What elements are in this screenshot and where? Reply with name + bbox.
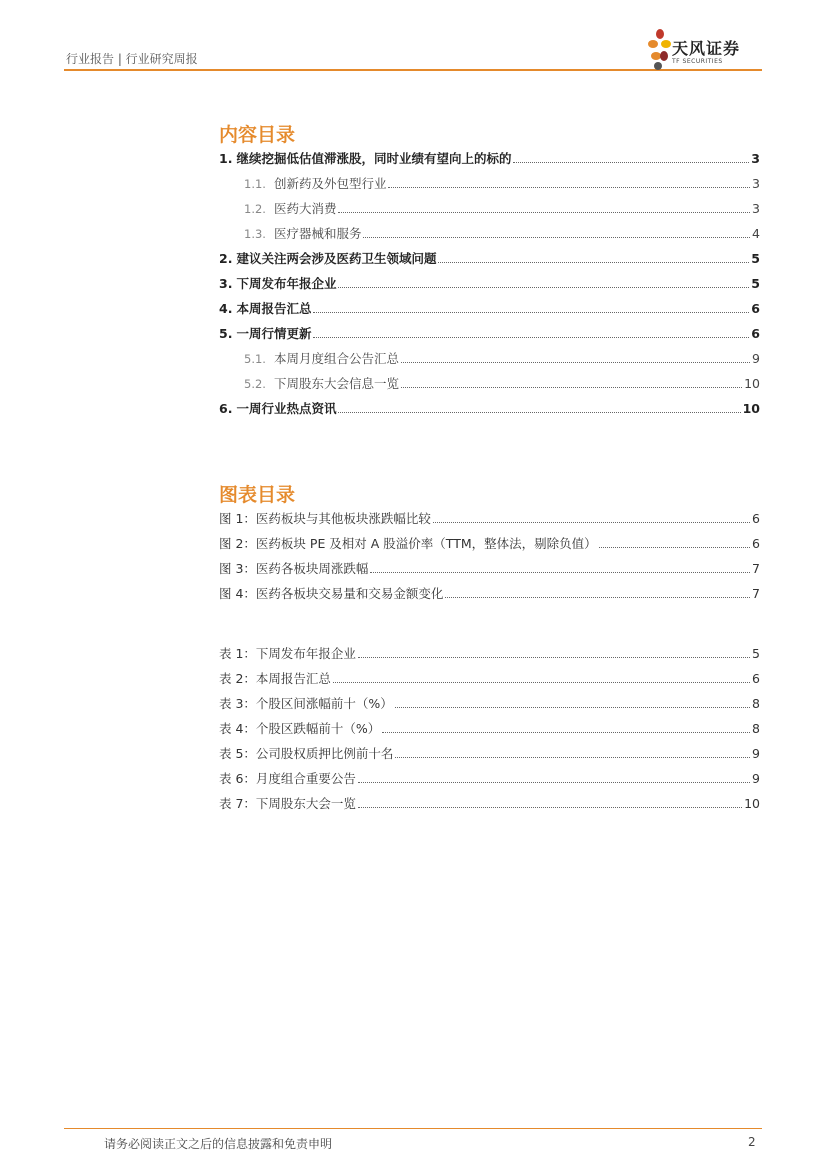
- toc-entry-page: 7: [752, 586, 760, 601]
- toc-entry-label: 创新药及外包型行业: [273, 176, 387, 191]
- toc-entry-label: 表 3：个股区间涨幅前十（%）: [219, 696, 393, 711]
- toc-leader-dots: [401, 386, 742, 388]
- toc-leader-dots: [370, 571, 750, 573]
- toc-leader-dots: [313, 311, 749, 313]
- logo-subtitle: TF SECURITIES: [672, 58, 723, 65]
- toc-leader-dots: [358, 656, 750, 658]
- toc-entry-page: 5: [752, 646, 760, 661]
- toc-entry-label: 本周月度组合公告汇总: [273, 351, 399, 366]
- toc-leader-dots: [338, 411, 740, 413]
- toc-entry-label: 表 1：下周发布年报企业: [219, 646, 356, 661]
- toc-entry-page: 6: [751, 301, 760, 316]
- toc-entry-number: 1.3.: [244, 227, 266, 241]
- toc-entry-label: 医药大消费: [273, 201, 337, 216]
- toc-entry-number: 5.1.: [244, 352, 266, 366]
- toc-entry[interactable]: [219, 201, 760, 217]
- toc-leader-dots: [388, 186, 750, 188]
- toc-entry-number: 1.: [219, 151, 233, 166]
- toc-leader-dots: [313, 336, 749, 338]
- toc-entry[interactable]: [219, 746, 760, 762]
- toc-leader-dots: [333, 681, 750, 683]
- toc-entry-label: 本周报告汇总: [236, 301, 312, 316]
- toc-entry-page: 7: [752, 561, 760, 576]
- toc-entry-number: 6.: [219, 401, 233, 416]
- toc-entry-page: 10: [742, 401, 760, 416]
- toc-entry-page: 6: [751, 326, 760, 341]
- toc-entry-label: 建议关注两会涉及医药卫生领域问题: [236, 251, 437, 266]
- toc-entry[interactable]: [219, 671, 760, 687]
- toc-leader-dots: [401, 361, 750, 363]
- toc-leader-dots: [395, 706, 750, 708]
- toc-entry-label: 一周行业热点资讯: [236, 401, 337, 416]
- toc-leader-dots: [513, 161, 749, 163]
- toc-leader-dots: [338, 286, 749, 288]
- toc-entry-number: 2.: [219, 251, 233, 266]
- toc-leader-dots: [395, 756, 750, 758]
- toc-entry[interactable]: [219, 226, 760, 242]
- toc-entry[interactable]: [219, 646, 760, 662]
- toc-entry[interactable]: [219, 401, 760, 417]
- toc-entry[interactable]: [219, 796, 760, 812]
- toc-entry-number: 1.1.: [244, 177, 266, 191]
- toc-entry-label: 图 1：医药板块与其他板块涨跌幅比较: [219, 511, 431, 526]
- toc-entry-page: 8: [752, 721, 760, 736]
- toc-entry-label: 继续挖掘低估值滞涨股，同时业绩有望向上的标的: [236, 151, 512, 166]
- toc-entry-page: 9: [752, 351, 760, 366]
- toc-entry-number: 1.2.: [244, 202, 266, 216]
- toc-entry-page: 3: [751, 151, 760, 166]
- header-breadcrumb: 行业报告 | 行业研究周报: [66, 52, 198, 66]
- toc-leader-dots: [382, 731, 750, 733]
- toc-entry-number: 3.: [219, 276, 233, 291]
- toc-entry[interactable]: [219, 696, 760, 712]
- toc-entry[interactable]: [219, 771, 760, 787]
- toc-leader-dots: [358, 806, 742, 808]
- toc-entry-page: 3: [752, 201, 760, 216]
- toc-leader-dots: [338, 211, 750, 213]
- toc-leader-dots: [445, 596, 750, 598]
- logo-name: 天风证券: [672, 39, 741, 58]
- toc-entry-label: 表 7：下周股东大会一览: [219, 796, 356, 811]
- toc-entry-label: 下周股东大会信息一览: [273, 376, 399, 391]
- toc-entry[interactable]: [219, 536, 760, 552]
- toc-entry-page: 8: [752, 696, 760, 711]
- toc-entry[interactable]: [219, 561, 760, 577]
- toc-entry[interactable]: [219, 351, 760, 367]
- toc-entry[interactable]: [219, 326, 760, 342]
- toc-leader-dots: [599, 546, 750, 548]
- toc-entry[interactable]: [219, 251, 760, 267]
- toc-leader-dots: [358, 781, 750, 783]
- toc-entry-number: 5.: [219, 326, 233, 341]
- toc-entry-page: 5: [751, 251, 760, 266]
- toc-entry-label: 表 6：月度组合重要公告: [219, 771, 356, 786]
- toc-entry-label: 一周行情更新: [236, 326, 312, 341]
- toc-entry[interactable]: [219, 511, 760, 527]
- toc-leader-dots: [433, 521, 750, 523]
- toc-entry[interactable]: [219, 276, 760, 292]
- logo-mark-icon: [648, 28, 672, 72]
- toc-title: 内容目录: [219, 124, 296, 146]
- toc-entry[interactable]: [219, 586, 760, 602]
- toc-entry[interactable]: [219, 301, 760, 317]
- toc-entry-page: 5: [751, 276, 760, 291]
- toc-entry-label: 图 4：医药各板块交易量和交易金额变化: [219, 586, 444, 601]
- footer-divider: [64, 1128, 762, 1129]
- page-number: 2: [748, 1135, 756, 1149]
- figures-title: 图表目录: [219, 484, 296, 506]
- toc-entry[interactable]: [219, 151, 760, 167]
- toc-leader-dots: [438, 261, 749, 263]
- toc-entry-label: 表 2：本周报告汇总: [219, 671, 331, 686]
- toc-entry-number: 5.2.: [244, 377, 266, 391]
- toc-entry-page: 4: [752, 226, 760, 241]
- footer-disclaimer: 请务必阅读正文之后的信息披露和免责申明: [104, 1137, 333, 1151]
- toc-entry-label: 下周发布年报企业: [236, 276, 337, 291]
- toc-entry-label: 表 4：个股区跌幅前十（%）: [219, 721, 381, 736]
- toc-entry[interactable]: [219, 376, 760, 392]
- toc-entry-label: 图 2：医药板块 PE 及相对 A 股溢价率（TTM，整体法，剔除负值）: [219, 536, 597, 551]
- toc-entry-page: 9: [752, 746, 760, 761]
- toc-entry-page: 3: [752, 176, 760, 191]
- toc-entry-page: 9: [752, 771, 760, 786]
- toc-leader-dots: [363, 236, 750, 238]
- toc-entry-label: 图 3：医药各板块周涨跌幅: [219, 561, 369, 576]
- toc-entry-page: 6: [752, 671, 760, 686]
- toc-entry-label: 表 5：公司股权质押比例前十名: [219, 746, 394, 761]
- toc-entry-number: 4.: [219, 301, 233, 316]
- toc-entry[interactable]: [219, 176, 760, 192]
- toc-entry-label: 医疗器械和服务: [273, 226, 362, 241]
- toc-entry-page: 6: [752, 511, 760, 526]
- toc-entry-page: 10: [744, 376, 760, 391]
- toc-entry[interactable]: [219, 721, 760, 737]
- toc-entry-page: 10: [744, 796, 760, 811]
- toc-entry-page: 6: [752, 536, 760, 551]
